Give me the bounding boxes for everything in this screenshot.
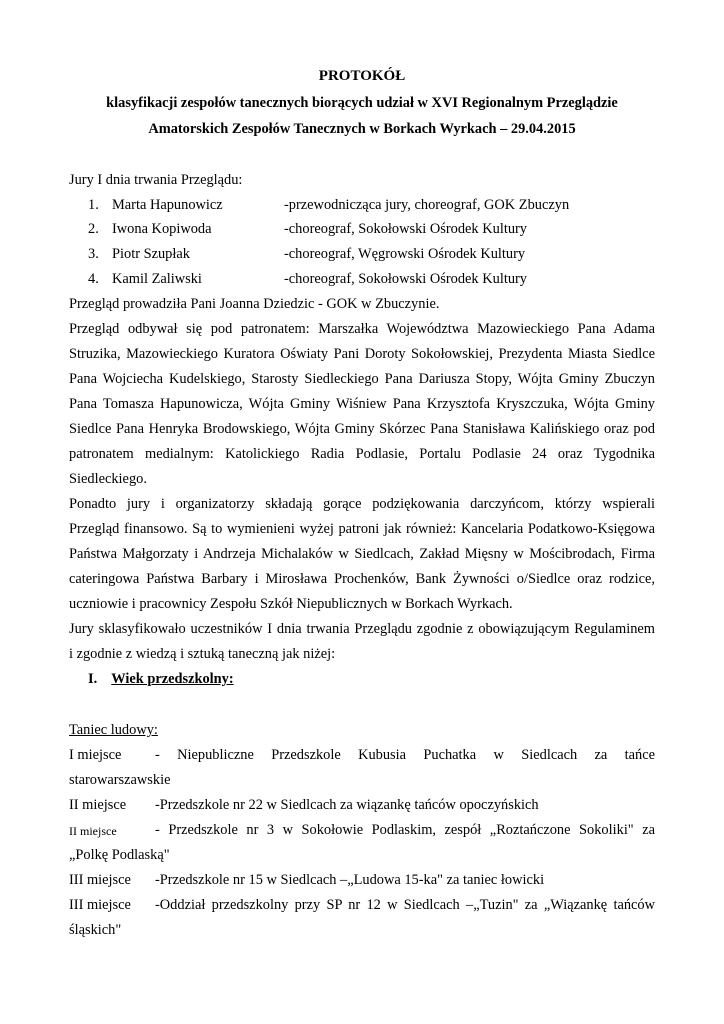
document-subtitle-line-2: Amatorskich Zespołów Tanecznych w Borkach Wyrkach – 29.04.2015 (148, 121, 576, 137)
jury-member-name: Iwona Kopiwoda (112, 221, 212, 237)
section-number: I. (88, 671, 98, 687)
patronage-line: patronatem medialnym: Katolickiego Radia Podlasie, Portalu Podlasie 24 oraz Tygodnika (69, 446, 655, 462)
classification-line: Jury sklasyfikowało uczestników I dnia trwania Przeglądu zgodnie z obowiązującym Regulaminem (69, 621, 655, 637)
section-heading (88, 671, 234, 688)
thanks-line: Przegląd finansowo. Są to wymienieni wyżej patroni jak również: Kancelaria Podatkowo-Księgowa (69, 521, 655, 537)
jury-member-number: 3. (88, 246, 99, 262)
patronage-line: Siedlce Pana Henryka Brodowskiego, Wójta Gminy Skórzec Pana Stanisława Kalińskiego oraz pod (69, 421, 655, 437)
result-text: -Przedszkole nr 22 w Siedlcach za wiązankę tańców opoczyńskich (155, 797, 539, 813)
jury-member-role: -choreograf, Sokołowski Ośrodek Kultury (284, 221, 527, 237)
result-place-label: III miejsce (69, 872, 131, 888)
document-subtitle-line-1: klasyfikacji zespołów tanecznych biorących udział w XVI Regionalnym Przeglądzie (106, 95, 618, 111)
jury-intro: Jury I dnia trwania Przeglądu: (69, 172, 243, 188)
thanks-line: cateringowa Państwa Barbary i Mirosława Prochenków, Bank Żywności o/Siedlce oraz rodzice, (69, 571, 655, 587)
category-label: Taniec ludowy: (69, 722, 158, 738)
jury-member-role: -przewodnicząca jury, choreograf, GOK Zbuczyn (284, 197, 570, 213)
result-text-continued: starowarszawskie (69, 772, 171, 788)
thanks-line: Ponadto jury i organizatorzy składają gorące podziękowania darczyńcom, którzy wspierali (69, 496, 655, 512)
jury-member-name: Piotr Szupłak (112, 246, 190, 262)
patronage-line: Struzika, Mazowieckiego Kuratora Oświaty Pani Doroty Sokołowskiej, Prezydenta Miasta Siedlce (69, 346, 655, 362)
jury-member-number: 1. (88, 197, 99, 213)
result-place-label: II miejsce (69, 824, 117, 838)
jury-member-number: 2. (88, 221, 99, 237)
result-text: - Przedszkole nr 3 w Sokołowie Podlaskim, zespół „Roztańczone Sokoliki" za (155, 822, 655, 838)
result-text: -Przedszkole nr 15 w Siedlcach –„Ludowa 15-ka" za taniec łowicki (155, 872, 545, 888)
result-text: - Niepubliczne Przedszkole Kubusia Puchatka w Siedlcach za tańce (155, 747, 655, 763)
result-place-label: I miejsce (69, 747, 122, 763)
jury-member-number: 4. (88, 271, 99, 287)
thanks-line-last: uczniowie i pracownicy Zespołu Szkół Niepublicznych w Borkach Wyrkach. (69, 596, 513, 612)
host-line: Przegląd prowadziła Pani Joanna Dziedzic - GOK w Zbuczynie. (69, 296, 440, 312)
result-text-continued: śląskich" (69, 922, 122, 938)
result-place-label: II miejsce (69, 797, 127, 813)
section-title: Wiek przedszkolny: (111, 671, 234, 687)
jury-member-name: Kamil Zaliwski (112, 271, 202, 287)
jury-member-role: -choreograf, Węgrowski Ośrodek Kultury (284, 246, 526, 262)
patronage-line: Pana Wojciecha Kudelskiego, Starosty Siedleckiego Pana Dariusza Stopy, Wójta Gminy Zbuczyn (69, 371, 655, 387)
classification-line: i zgodnie z wiedzą i sztuką taneczną jak niżej: (69, 646, 336, 662)
result-text-continued: „Polkę Podlaską" (69, 847, 170, 863)
patronage-line: Pana Tomasza Hapunowicza, Wójta Gminy Wiśniew Pana Krzysztofa Kryszczuka, Wójta Gminy (69, 396, 655, 412)
result-place-label: III miejsce (69, 897, 131, 913)
category-heading (69, 722, 655, 739)
jury-member-name: Marta Hapunowicz (112, 197, 223, 213)
result-text: -Oddział przedszkolny przy SP nr 12 w Siedlcach –„Tuzin" za „Wiązankę tańców (155, 897, 655, 913)
document-title: PROTOKÓŁ (318, 68, 406, 84)
jury-member-role: -choreograf, Sokołowski Ośrodek Kultury (284, 271, 527, 287)
thanks-line: Państwa Małgorzaty i Andrzeja Michalaków w Siedlcach, Zakład Mięsny w Mościbrodach, Firma (69, 546, 655, 562)
patronage-line: Przegląd odbywał się pod patronatem: Marszałka Województwa Mazowieckiego Pana Adama (69, 321, 655, 337)
patronage-line-last: Siedleckiego. (69, 471, 147, 487)
